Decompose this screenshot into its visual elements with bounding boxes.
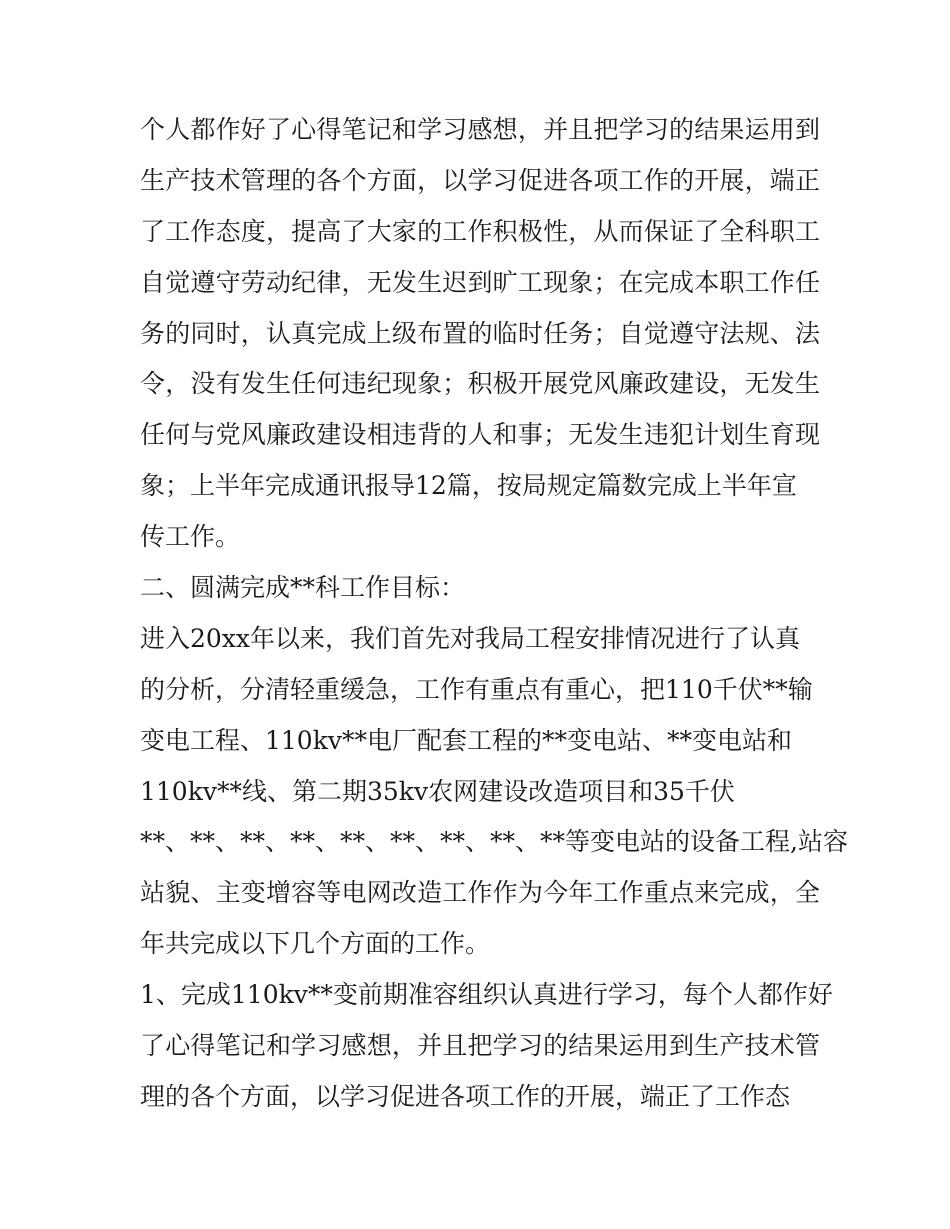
text-line: 进入20xx年以来，我们首先对我局工程安排情况进行了认真 [140, 623, 801, 653]
text-line: 了心得笔记和学习感想，并且把学习的结果运用到生产技术管 [140, 1031, 820, 1061]
text-line: 自觉遵守劳动纪律，无发生迟到旷工现象；在完成本职工作任 [140, 267, 820, 297]
text-line: 任何与党风廉政建设相违背的人和事；无发生违犯计划生育现 [140, 420, 820, 450]
text-line: 理的各个方面，以学习促进各项工作的开展，端正了工作态 [140, 1081, 791, 1111]
text-line: 了工作态度，提高了大家的工作积极性，从而保证了全科职工 [140, 216, 820, 246]
text-line: 令，没有发生任何违纪现象；积极开展党风廉政建设，无发生 [140, 369, 820, 399]
text-line: 生产技术管理的各个方面，以学习促进各项工作的开展，端正 [140, 165, 820, 195]
paragraph-1 [140, 105, 820, 563]
paragraph-2 [140, 614, 848, 970]
text-line: 变电工程、110kv**电厂配套工程的**变电站、**变电站和 [140, 725, 792, 755]
text-line: 个人都作好了心得笔记和学习感想，并且把学习的结果运用到 [140, 115, 820, 144]
text-line: 站貌、主变增容等电网改造工作作为今年工作重点来完成，全 [140, 878, 820, 908]
document-body [140, 105, 848, 1123]
heading-line: 二、圆满完成**科工作目标： [140, 573, 466, 603]
section-heading [140, 563, 820, 614]
text-line: **、**、**、**、**、**、**、**、**等变电站的设备工程,站容 [140, 827, 848, 857]
text-line: 象；上半年完成通讯报导12篇，按局规定篇数完成上半年宣 [140, 471, 797, 501]
text-line: 的分析，分清轻重缓急，工作有重点有重心，把110千伏**输 [140, 674, 813, 704]
text-line: 年共完成以下几个方面的工作。 [140, 929, 491, 959]
paragraph-3 [140, 970, 833, 1123]
text-line: 传工作。 [140, 522, 241, 552]
text-line: 1、完成110kv**变前期准容组织认真进行学习，每个人都作好 [140, 980, 833, 1010]
text-line: 110kv**线、第二期35kv农网建设改造项目和35千伏 [140, 776, 735, 806]
text-line: 务的同时，认真完成上级布置的临时任务；自觉遵守法规、法 [140, 318, 820, 348]
